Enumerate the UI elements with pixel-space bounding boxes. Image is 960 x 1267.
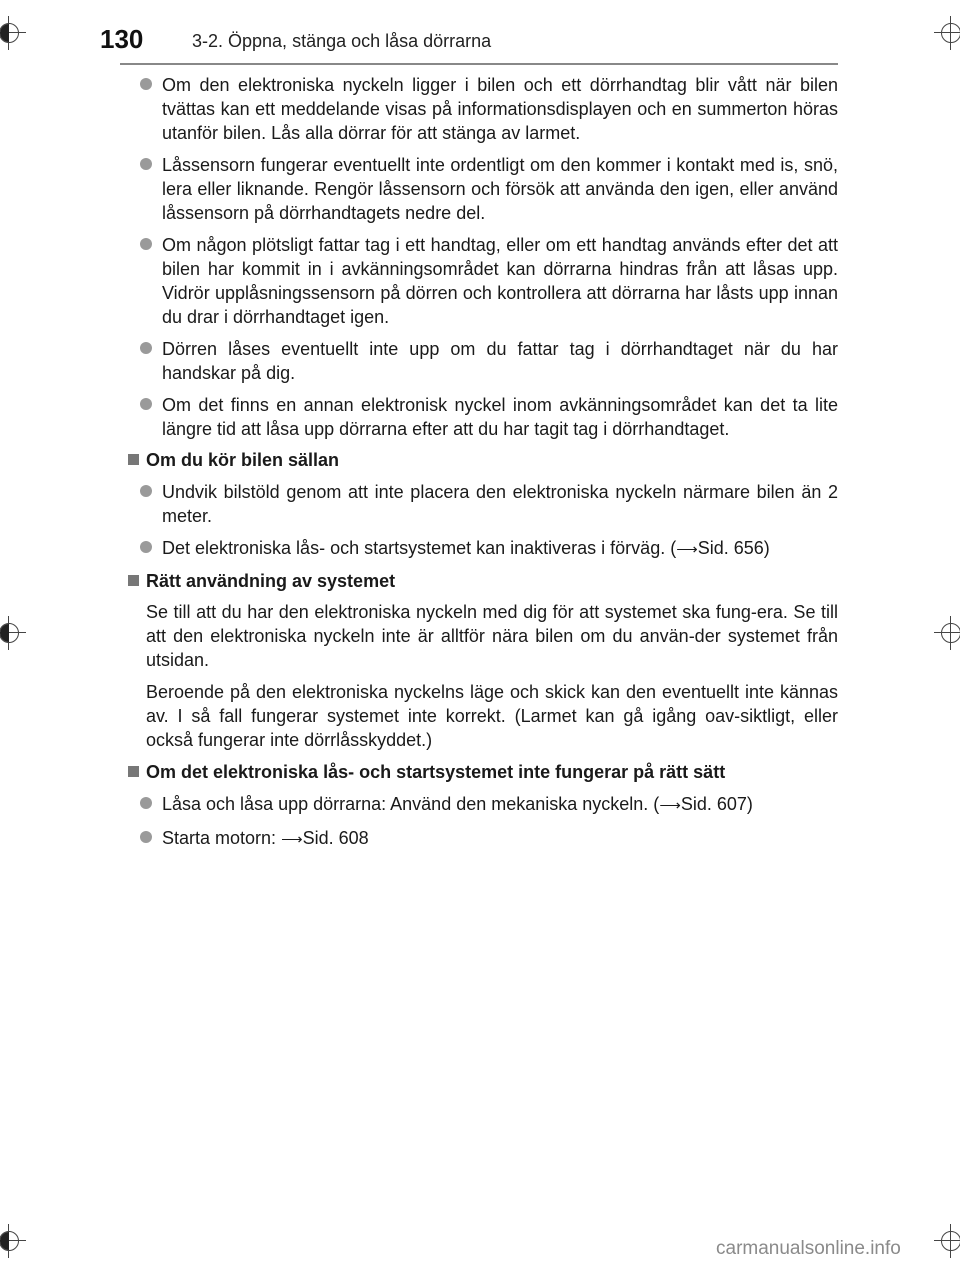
square-bullet-icon — [128, 454, 139, 465]
page-number: 130 — [100, 24, 144, 54]
section-heading: Rätt användning av systemet — [146, 569, 838, 593]
paragraph: Se till att du har den elektroniska nyckeln med dig för att systemet ska fung-era. Se till att den elektroniska nyckeln inte är alltför nära bilen om du använ-der systemet från utsidan. — [146, 602, 838, 670]
square-bullet-icon — [128, 766, 139, 777]
crop-mark-bottom-left — [0, 1224, 26, 1258]
arrow-right-icon: ⟶ — [281, 831, 303, 848]
list-item: Låsa och låsa upp dörrarna: Använd den mekaniska nyckeln. (⟶Sid. 607) — [162, 791, 838, 818]
square-bullet-icon — [128, 575, 139, 586]
page-reference-link[interactable]: Sid. 656) — [697, 538, 770, 558]
section-title: 3-2. Öppna, stänga och låsa dörrarna — [192, 31, 492, 51]
watermark: carmanualsonline.info — [716, 1238, 901, 1259]
bullet-icon — [140, 78, 152, 90]
bullet-icon — [140, 797, 152, 809]
list-item: Om det finns en annan elektronisk nyckel inom avkänningsområdet kan det ta lite längre tid att låsa upp dörrarna efter att du har tagit tag i dörrhandtaget. — [162, 392, 838, 441]
page-header — [0, 0, 960, 64]
list-item: Det elektroniska lås- och startsystemet kan inaktiveras i förväg. (⟶Sid. 656) — [162, 535, 838, 562]
list-item: Starta motorn: ⟶Sid. 608 — [162, 825, 838, 852]
bullet-icon — [140, 398, 152, 410]
arrow-right-icon: ⟶ — [659, 797, 681, 814]
bullet-icon — [140, 342, 152, 354]
crop-mark-bottom-right — [934, 1224, 960, 1258]
header-divider — [120, 63, 838, 65]
list-item: Dörren låses eventuellt inte upp om du fattar tag i dörrhandtaget när du har handskar på dig. — [162, 336, 838, 385]
bullet-icon — [140, 541, 152, 553]
section-heading: Om det elektroniska lås- och startsystemet inte fungerar på rätt sätt — [146, 760, 838, 784]
bullet-icon — [140, 238, 152, 250]
list-item: Om den elektroniska nyckeln ligger i bilen och ett dörrhandtag blir vått när bilen tvättas kan ett meddelande visas på informationsdisplayen och en summerton höras utanför bilen. Lås alla dörrar för att stänga av larmet. — [162, 72, 838, 145]
bullet-icon — [140, 485, 152, 497]
arrow-right-icon: ⟶ — [676, 541, 698, 558]
paragraph: Beroende på den elektroniska nyckelns läge och skick kan den eventuellt inte kännas av. I så fall fungerar systemet inte korrekt. (Larmet kan gå igång oav-siktligt, eller också fungerar inte dörrlåsskyddet.) — [146, 682, 838, 750]
list-item: Låssensorn fungerar eventuellt inte ordentligt om den kommer i kontakt med is, snö, lera eller liknande. Rengör låssensorn och försök att använda den igen, eller använd låssensorn på dörrhandtagets nedre del. — [162, 152, 838, 225]
section-heading: Om du kör bilen sällan — [146, 448, 838, 472]
bullet-icon — [140, 831, 152, 843]
list-item: Undvik bilstöld genom att inte placera den elektroniska nyckeln närmare bilen än 2 meter. — [162, 479, 838, 528]
list-item: Om någon plötsligt fattar tag i ett handtag, eller om ett handtag används efter det att bilen har kommit in i avkänningsområdet kan dörrarna hindras från att låsas upp. Vidrör upplåsningssensorn på dörren och kontrollera att dörrarna har låsts upp innan du drar i dörrhandtaget igen. — [162, 232, 838, 329]
bullet-icon — [140, 158, 152, 170]
page-reference-link[interactable]: Sid. 607) — [680, 794, 753, 814]
page-reference-link[interactable]: Sid. 608 — [302, 828, 369, 848]
page-content — [0, 72, 960, 859]
